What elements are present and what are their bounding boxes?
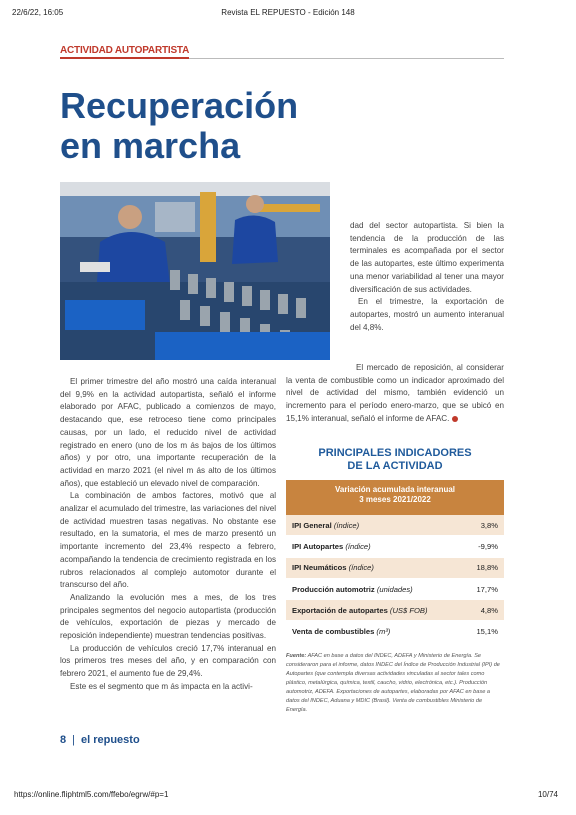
row-label: IPI General [292,520,332,530]
article-paragraph-reposicion [286,362,504,426]
row-value: 17,7% [476,584,498,594]
table-header-line-2: 3 meses 2021/2022 [359,495,431,504]
article-paragraph: Este es el segmento que m ás impacta en la activi- [70,681,253,691]
article-paragraph: dad del sector autopartista. Si bien la tendencia de la producción de las terminales es acompañada por el sector de las autopartes, este último experimenta una menor variabilidad al tener una mayor diversificación de sus actividades. [350,221,504,294]
note-text: AFAC en base a datos del INDEC, ADEFA y Ministerio de Energía. Se consideraron para el informe, datos INDEC del Índice de Producción Industrial (IPI) de Autopartes (que contempla diversas actividades vinculadas al sector tales como plástico, metalúrgica, química, textil, caucho, vidrio, electrónica, etc.). Producción automotriz, ADEFA. Exportaciones de autopartes, elaboradas por AFAC en base a datos del INDEC, Aduana y MDIC (Brasil). Venta de combustibles Ministerio de Energía. [286,653,500,713]
row-value: -9,9% [478,541,498,551]
page-number: 8 [60,734,67,746]
headline-line-2: en marcha [60,125,241,166]
print-page-title: Revista EL REPUESTO - Edición 148 [221,8,355,17]
article-left-column [60,376,276,694]
indicators-table [286,480,504,643]
row-unit: (índice) [333,520,360,530]
row-label: Venta de combustibles [292,627,375,637]
table-row [286,558,504,579]
row-unit: (m³) [376,627,391,637]
magazine-name: el repuesto [80,734,140,746]
article-paragraph: En el trimestre, la exportación de autopartes, mostró un aumento interanual del 4,8%. [350,297,504,332]
factory-workers-photo [60,182,330,360]
table-row [286,621,504,642]
footer-separator: | [72,734,75,746]
print-datetime: 22/6/22, 16:05 [12,8,64,17]
row-value: 15,1% [476,627,498,637]
article-headline [60,86,298,166]
section-label: ACTIVIDAD AUTOPARTISTA [60,45,189,59]
table-row [286,536,504,557]
article-paragraph: El primer trimestre del año mostró una caída interanual del 9,9% en la actividad autopartista, señaló el informe elaborado por AFAC, publicado a comienzos de mayo, destacando que, ese retroceso tiene como principales causas, por un lado, el reducido nivel de actividad registrado en enero (uno de los m ás bajos de los últimos años) y por otro, una importante recuperación de la actividad en marzo 2021 (el nivel m ás alto de los últimos años), que estableció un elevado nivel de comparación. [60,377,276,488]
indicators-table-title [286,447,504,473]
print-url: https://online.fliphtml5.com/ffebo/egrw/#p=1 [14,790,169,799]
row-label: Exportación de autopartes [292,605,388,615]
row-unit: (índice) [348,563,374,573]
row-unit: (unidades) [376,584,413,594]
article-paragraph-text: El mercado de reposición, al considerar la venta de combustible como un indicador aproximado del nivel de actividad del mismo, también evidenció un incremento para el período enero-marzo, que se ubicó en 15,1% interanual, señaló el informe de AFAC. [286,363,504,423]
row-unit: (US$ FOB) [389,605,428,615]
browser-header [0,0,576,22]
note-label: Fuente: [286,653,307,659]
article-paragraph: Analizando la evolución mes a mes, de los tres principales segmentos del negocio autopartista (producción de vehículos, exportación de piezas y mercado de reposición independiente) muestran tendencias positivas. [60,592,276,641]
end-of-article-dot-icon [452,416,458,422]
headline-line-1: Recuperación [60,85,299,126]
article-right-column [350,220,504,334]
row-unit: (índice) [345,541,371,551]
table-title-line-2: DE LA ACTIVIDAD [347,460,443,472]
page-footer [60,734,140,746]
print-pager: 10/74 [537,790,558,799]
row-label: IPI Autopartes [292,541,344,551]
row-label: IPI Neumáticos [292,563,347,573]
table-source-note [286,652,504,715]
table-header-line-1: Variación acumulada interanual [334,485,456,494]
row-value: 3,8% [480,520,498,530]
row-value: 4,8% [480,605,498,615]
table-row [286,515,504,536]
table-row [286,600,504,621]
table-row [286,579,504,600]
table-title-line-1: PRINCIPALES INDICADORES [318,447,472,459]
row-label: Producción automotriz [292,584,375,594]
article-paragraph: La producción de vehículos creció 17,7% interanual en los primeros tres meses del año, y en comparación con febrero 2021, el aumento fue de 29,4%. [60,643,276,679]
article-paragraph: La combinación de ambos factores, motivó que al analizar el acumulado del trimestre, las variaciones del nivel de actividad muestren tasas negativas. No obstante ese resultado, en la sumatoria, el mes de marzo presentó un importante incremento del 23,4% respecto a febrero, acompañando la tendencia de crecimiento registrada en los rubros relacionados al complejo automotor durante el transcurso del año. [60,491,276,590]
table-header [286,480,504,515]
browser-footer [0,790,576,810]
row-value: 18,8% [476,563,498,573]
